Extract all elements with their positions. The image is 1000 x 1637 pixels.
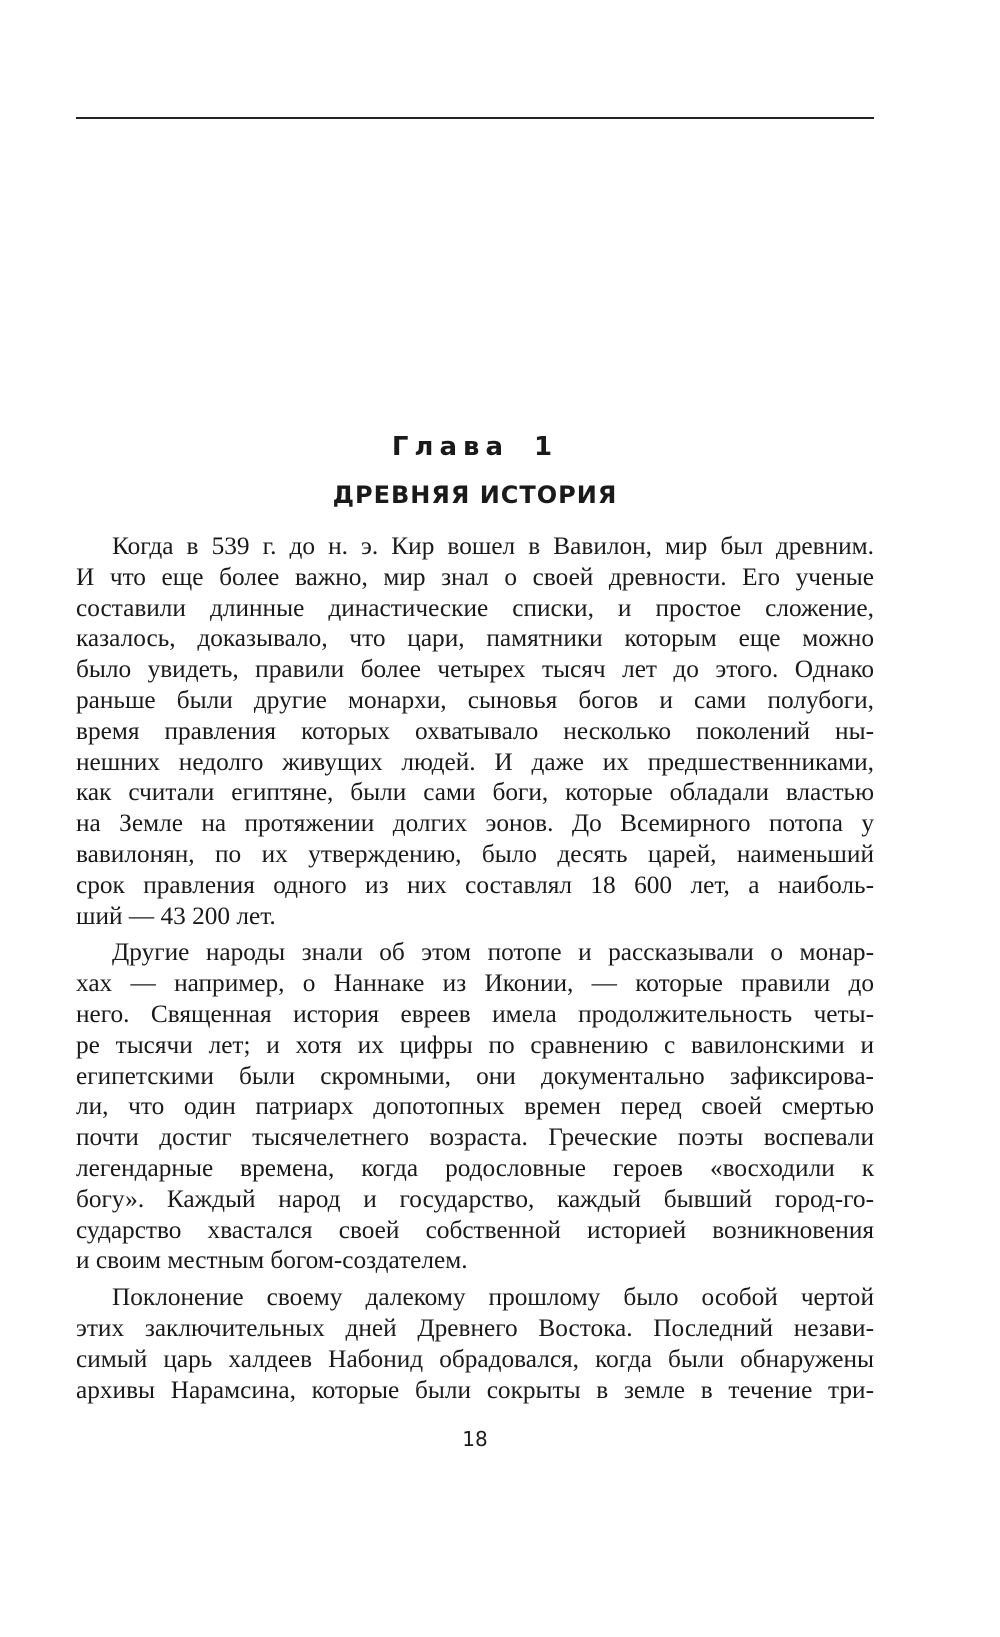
chapter-label: Глава 1: [391, 432, 559, 462]
header-rule: [76, 117, 874, 119]
text-line: ли, что один патриарх допотопных времен перед своей смертью: [76, 1092, 874, 1121]
text-line: архивы Нарамсина, которые были сокрыты в земле в течение три-: [76, 1375, 874, 1404]
text-line: богу». Каждый народ и государство, каждый бывший город-го-: [76, 1184, 874, 1213]
text-line: раньше были другие монархи, сыновья богов и сами полубоги,: [76, 685, 874, 714]
paragraph: [76, 531, 874, 931]
text-line: легендарные времена, когда родословные героев «восходили к: [76, 1153, 874, 1182]
text-line: и своим местным богом-создателем.: [76, 1246, 468, 1275]
text-line: этих заключительных дней Древнего Востока. Последний незави-: [76, 1313, 874, 1342]
chapter-title: ДРЕВНЯЯ ИСТОРИЯ: [332, 481, 618, 509]
text-line: Когда в 539 г. до н. э. Кир вошел в Вавилон, мир был древним.: [112, 532, 874, 560]
text-line: почти достиг тысячелетнего возраста. Греческие поэты воспевали: [76, 1123, 874, 1152]
text-line: него. Священная история евреев имела продолжительность четы-: [76, 999, 874, 1028]
text-line: ший — 43 200 лет.: [76, 901, 276, 930]
text-line: симый царь халдеев Набонид обрадовался, когда были обнаружены: [76, 1344, 874, 1373]
text-line: на Земле на протяжении долгих эонов. До Всемирного потопа у: [76, 809, 874, 838]
text-line: ре тысячи лет; и хотя их цифры по сравнению с вавилонскими и: [76, 1030, 874, 1059]
text-line: Другие народы знали об этом потопе и рассказывали о монар-: [112, 938, 874, 967]
text-line: Поклонение своему далекому прошлому было особой чертой: [112, 1283, 874, 1312]
text-line: египетскими были скромными, они документально зафиксирова-: [76, 1061, 874, 1090]
text-line: время правления которых охватывало несколько поколений ны-: [76, 716, 874, 745]
text-line: нешних недолго живущих людей. И даже их предшественниками,: [76, 747, 874, 776]
text-line: хах — например, о Наннаке из Иконии, — которые правили до: [76, 969, 874, 998]
text-line: составили длинные династические списки, и простое сложение,: [76, 593, 874, 622]
text-line: И что еще более важно, мир знал о своей древности. Его ученые: [76, 562, 874, 591]
body-text: [76, 531, 874, 1405]
paragraph: [76, 1282, 874, 1405]
paragraph: [76, 937, 874, 1276]
page-number: 18: [462, 1427, 488, 1451]
text-line: как считали египтяне, были сами боги, которые обладали властью: [76, 778, 874, 807]
text-line: сударство хвастался своей собственной историей возникновения: [76, 1215, 874, 1244]
text-line: казалось, доказывало, что цари, памятники которым еще можно: [76, 624, 874, 653]
text-line: вавилонян, по их утверждению, было десять царей, наименьший: [76, 839, 874, 868]
text-line: срок правления одного из них составлял 18 600 лет, а наиболь-: [76, 870, 874, 899]
text-line: было увидеть, правили более четырех тысяч лет до этого. Однако: [76, 655, 874, 684]
